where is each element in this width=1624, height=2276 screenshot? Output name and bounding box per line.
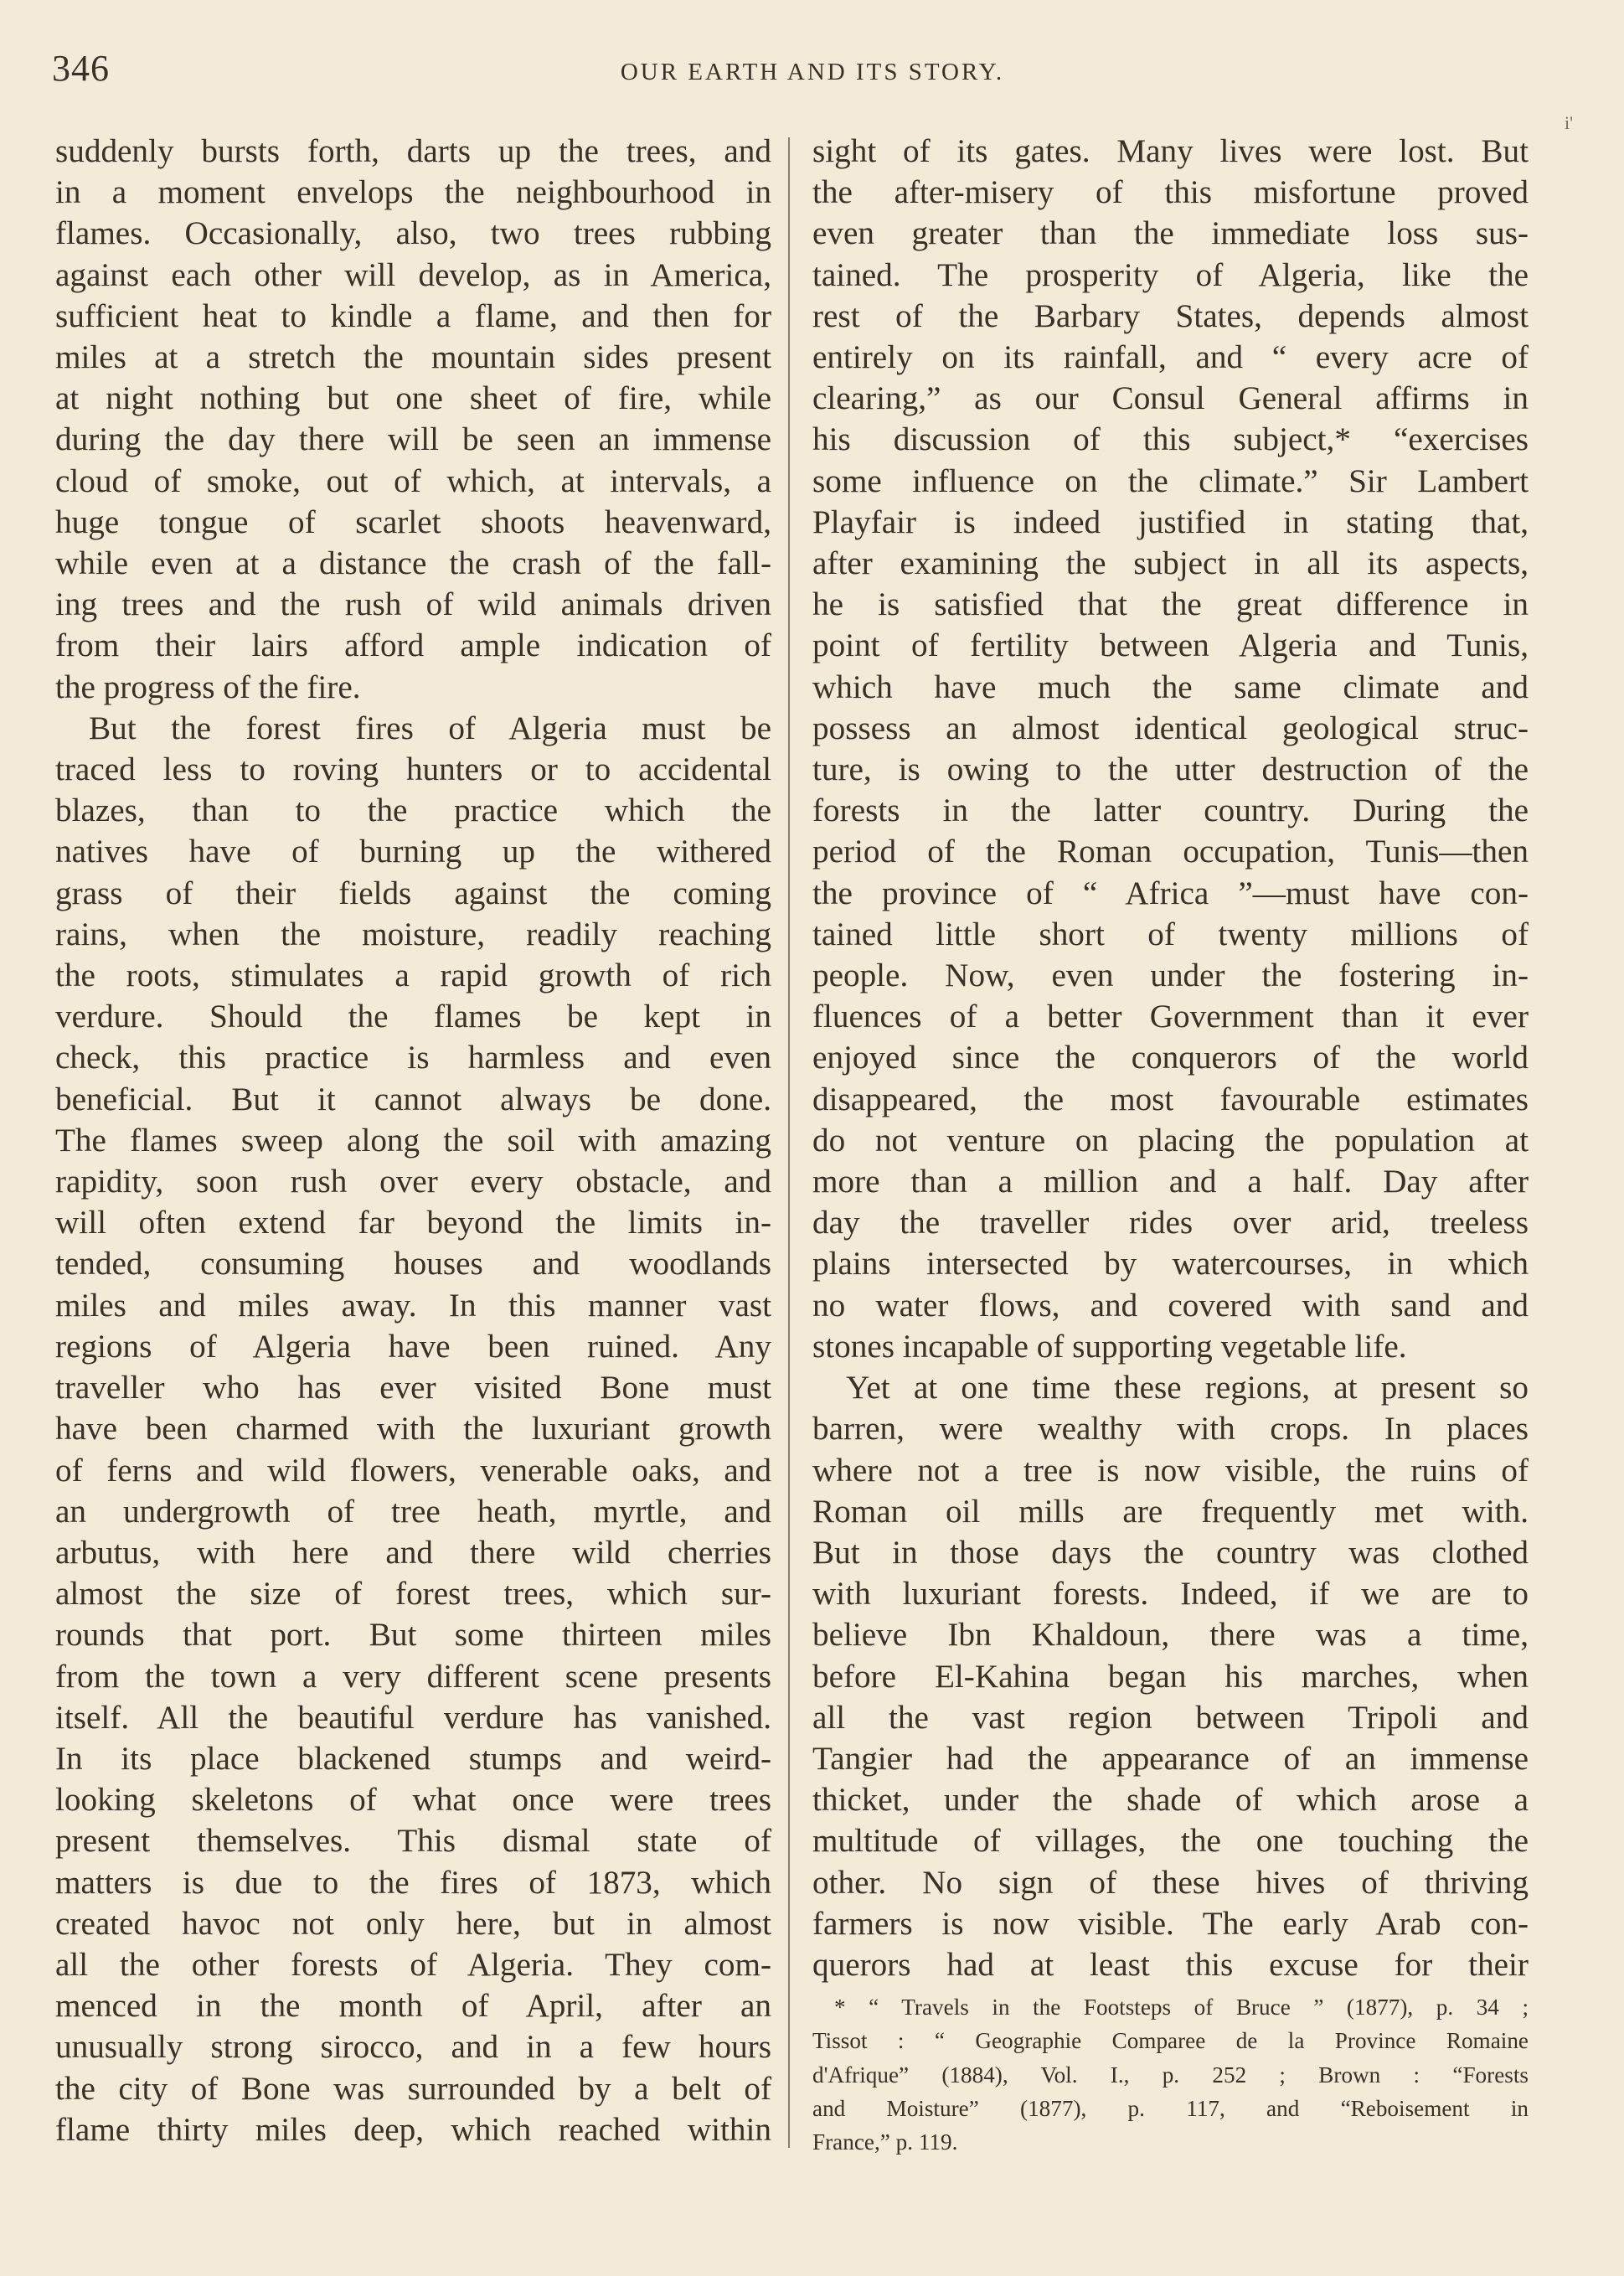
footnote-line: d'Afrique” (1884), Vol. I., p. 252 ; Brown : “Forests bbox=[812, 2062, 1529, 2088]
text-line: day the traveller rides over arid, treeless bbox=[812, 1205, 1529, 1241]
footnote-line: Tissot : “ Geographie Comparee de la Province Romaine bbox=[812, 2028, 1529, 2054]
text-line: will often extend far beyond the limits in- bbox=[55, 1205, 771, 1241]
text-line: where not a tree is now visible, the ruins of bbox=[812, 1452, 1529, 1489]
footnote-line: and Moisture” (1877), p. 117, and “Reboisement in bbox=[812, 2096, 1529, 2122]
margin-mark: i' bbox=[1565, 112, 1574, 133]
text-line: But in those days the country was clothed bbox=[812, 1534, 1529, 1571]
text-line: farmers is now visible. The early Arab con- bbox=[812, 1905, 1529, 1942]
text-line: which have much the same climate and bbox=[812, 668, 1529, 705]
text-line: traveller who has ever visited Bone must bbox=[55, 1370, 771, 1406]
text-line: point of fertility between Algeria and Tunis, bbox=[812, 627, 1529, 664]
text-line: thicket, under the shade of which arose a bbox=[812, 1782, 1529, 1819]
text-line: suddenly bursts forth, darts up the trees, and bbox=[55, 133, 771, 169]
footnote bbox=[812, 1990, 1529, 2159]
text-line: itself. All the beautiful verdure has vanished. bbox=[55, 1699, 771, 1736]
text-line: regions of Algeria have been ruined. Any bbox=[55, 1328, 771, 1365]
text-line: multitude of villages, the one touching the bbox=[812, 1823, 1529, 1860]
text-line: other. No sign of these hives of thriving bbox=[812, 1864, 1529, 1901]
text-line: flame thirty miles deep, which reached within bbox=[55, 2111, 771, 2148]
text-line: from their lairs afford ample indication of bbox=[55, 627, 771, 664]
text-line: believe Ibn Khaldoun, there was a time, bbox=[812, 1617, 1529, 1654]
text-line: more than a million and a half. Day after bbox=[812, 1164, 1529, 1200]
text-line: tained little short of twenty millions of bbox=[812, 916, 1529, 952]
running-title: OUR EARTH AND ITS STORY. bbox=[620, 59, 1005, 85]
text-line: enjoyed since the conquerors of the world bbox=[812, 1040, 1529, 1076]
text-line: all the other forests of Algeria. They com- bbox=[55, 1946, 771, 1983]
text-line: grass of their fields against the coming bbox=[55, 875, 771, 911]
text-line: have been charmed with the luxuriant growth bbox=[55, 1411, 771, 1448]
text-line: from the town a very different scene presents bbox=[55, 1658, 771, 1695]
text-line: querors had at least this excuse for their bbox=[812, 1946, 1529, 1983]
text-line: tended, consuming houses and woodlands bbox=[55, 1246, 771, 1283]
text-line: huge tongue of scarlet shoots heavenward, bbox=[55, 503, 771, 540]
right-column bbox=[812, 131, 1529, 2160]
left-column bbox=[55, 131, 771, 2150]
text-line: with luxuriant forests. Indeed, if we are to bbox=[812, 1576, 1529, 1613]
text-line: period of the Roman occupation, Tunis—then bbox=[812, 834, 1529, 870]
text-line: sufficient heat to kindle a flame, and then for bbox=[55, 297, 771, 334]
text-line: Tangier had the appearance of an immense bbox=[812, 1740, 1529, 1777]
text-line: created havoc not only here, but in almost bbox=[55, 1905, 771, 1942]
text-line: arbutus, with here and there wild cherries bbox=[55, 1534, 771, 1571]
text-line: menced in the month of April, after an bbox=[55, 1988, 771, 2025]
text-line: barren, were wealthy with crops. In places bbox=[812, 1411, 1529, 1448]
text-line: flames. Occasionally, also, two trees rubbing bbox=[55, 215, 771, 252]
text-line: the after-misery of this misfortune proved bbox=[812, 174, 1529, 211]
text-line: verdure. Should the flames be kept in bbox=[55, 999, 771, 1035]
footnote-line: France,” p. 119. bbox=[812, 2129, 958, 2155]
text-line: the roots, stimulates a rapid growth of rich bbox=[55, 957, 771, 994]
text-line: tained. The prosperity of Algeria, like the bbox=[812, 256, 1529, 293]
text-line: he is satisfied that the great difference in bbox=[812, 586, 1529, 623]
text-line: rest of the Barbary States, depends almost bbox=[812, 297, 1529, 334]
text-line: check, this practice is harmless and even bbox=[55, 1040, 771, 1076]
text-line: looking skeletons of what once were trees bbox=[55, 1782, 771, 1819]
text-line: entirely on its rainfall, and “ every acre of bbox=[812, 339, 1529, 376]
text-line: his discussion of this subject,* “exercises bbox=[812, 421, 1529, 458]
text-line: traced less to roving hunters or to accidental bbox=[55, 751, 771, 788]
text-line: rains, when the moisture, readily reaching bbox=[55, 916, 771, 952]
text-line: almost the size of forest trees, which sur- bbox=[55, 1576, 771, 1613]
text-line: while even at a distance the crash of the fall- bbox=[55, 545, 771, 582]
text-line: unusually strong sirocco, and in a few hours bbox=[55, 2029, 771, 2066]
page-number: 346 bbox=[52, 48, 110, 89]
text-line: clearing,” as our Consul General affirms in bbox=[812, 380, 1529, 417]
footnote-line: * “ Travels in the Footsteps of Bruce ” (1877), p. 34 ; bbox=[834, 1995, 1529, 2021]
text-line: blazes, than to the practice which the bbox=[55, 792, 771, 829]
text-line: no water flows, and covered with sand and bbox=[812, 1287, 1529, 1324]
text-line: rounds that port. But some thirteen miles bbox=[55, 1617, 771, 1654]
text-line: at night nothing but one sheet of fire, while bbox=[55, 380, 771, 417]
text-line: natives have of burning up the withered bbox=[55, 834, 771, 870]
text-line: sight of its gates. Many lives were lost. But bbox=[812, 133, 1529, 169]
text-line: plains intersected by watercourses, in which bbox=[812, 1246, 1529, 1283]
text-line: matters is due to the fires of 1873, which bbox=[55, 1864, 771, 1901]
text-line: do not venture on placing the population at bbox=[812, 1122, 1529, 1159]
text-line: some influence on the climate.” Sir Lambert bbox=[812, 462, 1529, 499]
paragraph-end-line: the progress of the fire. bbox=[55, 668, 361, 705]
text-line: even greater than the immediate loss sus- bbox=[812, 215, 1529, 252]
text-line: all the vast region between Tripoli and bbox=[812, 1699, 1529, 1736]
text-line: In its place blackened stumps and weird- bbox=[55, 1740, 771, 1777]
text-line: the city of Bone was surrounded by a belt of bbox=[55, 2070, 771, 2107]
text-line: cloud of smoke, out of which, at intervals, a bbox=[55, 462, 771, 499]
paragraph-end-line: stones incapable of supporting vegetable life. bbox=[812, 1328, 1407, 1365]
text-line: miles at a stretch the mountain sides present bbox=[55, 339, 771, 376]
text-line: before El-Kahina began his marches, when bbox=[812, 1658, 1529, 1695]
text-line: miles and miles away. In this manner vast bbox=[55, 1287, 771, 1324]
text-line: beneficial. But it cannot always be done. bbox=[55, 1081, 771, 1117]
text-line: the province of “ Africa ”—must have con- bbox=[812, 875, 1529, 911]
text-line: Playfair is indeed justified in stating that, bbox=[812, 503, 1529, 540]
text-line: possess an almost identical geological struc- bbox=[812, 710, 1529, 746]
text-line: after examining the subject in all its aspects, bbox=[812, 545, 1529, 582]
text-line: during the day there will be seen an immense bbox=[55, 421, 771, 458]
text-line: ture, is owing to the utter destruction of the bbox=[812, 751, 1529, 788]
text-line: The flames sweep along the soil with amazing bbox=[55, 1122, 771, 1159]
text-line: against each other will develop, as in America, bbox=[55, 256, 771, 293]
text-line: Roman oil mills are frequently met with. bbox=[812, 1493, 1529, 1530]
text-line: in a moment envelops the neighbourhood in bbox=[55, 174, 771, 211]
text-line: disappeared, the most favourable estimates bbox=[812, 1081, 1529, 1117]
text-line: present themselves. This dismal state of bbox=[55, 1823, 771, 1860]
column-divider bbox=[788, 137, 790, 2148]
text-line: people. Now, even under the fostering in- bbox=[812, 957, 1529, 994]
text-line: forests in the latter country. During the bbox=[812, 792, 1529, 829]
paragraph-start-line: Yet at one time these regions, at present so bbox=[846, 1370, 1529, 1406]
text-line: of ferns and wild flowers, venerable oaks, and bbox=[55, 1452, 771, 1489]
text-line: an undergrowth of tree heath, myrtle, and bbox=[55, 1493, 771, 1530]
paragraph-start-line: But the forest fires of Algeria must be bbox=[89, 710, 771, 746]
text-line: fluences of a better Government than it ever bbox=[812, 999, 1529, 1035]
text-line: ing trees and the rush of wild animals driven bbox=[55, 586, 771, 623]
text-line: rapidity, soon rush over every obstacle, and bbox=[55, 1164, 771, 1200]
